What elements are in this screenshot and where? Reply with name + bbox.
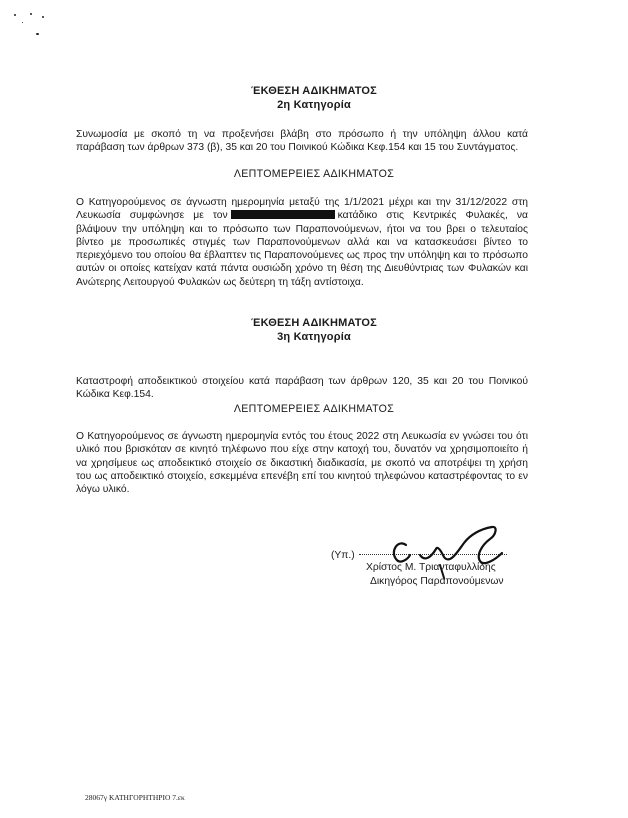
details-heading: ΛΕΠΤΟΜΕΡΕΙΕΣ ΑΔΙΚΗΜΑΤΟΣ	[233, 403, 395, 415]
scan-speck	[22, 22, 23, 23]
offence-statement: Καταστροφή αποδεικτικού στοιχείου κατά παράβαση των άρθρων 120, 35 και 20 του Ποινικού Κώδικα Κεφ.154.	[76, 376, 528, 401]
scan-speck	[30, 13, 32, 15]
signatory-name: Χρίστος Μ. Τριανταφυλλίδης	[366, 562, 496, 573]
signature-scribble-icon	[380, 515, 530, 585]
offence-statement: Συνωμοσία με σκοπό τη να προξενήσει βλάβη στο πρόσωπο ή την υπόληψη άλλου κατά παράβαση των άρθρων 373 (β), 35 και 20 του Ποινικού Κώδικα Κεφ.154 και 15 του Συντάγματος.	[76, 129, 528, 154]
offence-details: Ο Κατηγορούμενος σε άγνωστη ημερομηνία εντός του έτους 2022 στη Λευκωσία εν γνώσει του ότι υλικό που βρισκόταν σε κινητό τηλέφωνο που είχε στην κατοχή του, δυνατόν να χρησιμοποιείτο ή να χρησίμευε ως αποδεικτικό στοιχείο σε δικαστική διαδικασία, με σκοπό να αποτρέψει τη χρήση του ως αποδεικτικό στοιχείο, εσκεμμένα επενέβη επί του κινητού τηλεφώνου καταστρέφοντας το εν λόγω υλικό.	[76, 431, 528, 496]
offence-category: 3η Κατηγορία	[277, 331, 351, 343]
offence-heading: ΈΚΘΕΣΗ ΑΔΙΚΗΜΑΤΟΣ	[251, 85, 377, 97]
redaction-bar	[231, 210, 335, 219]
offence-details	[76, 196, 528, 289]
scan-speck	[36, 33, 39, 35]
scan-speck	[14, 14, 16, 16]
signatory-role: Δικηγόρος Παραπονούμενων	[370, 576, 504, 587]
offence-heading: ΈΚΘΕΣΗ ΑΔΙΚΗΜΑΤΟΣ	[251, 317, 377, 329]
details-part-1: Ο Κατηγορούμενος σε άγνωστη ημερομηνία μεταξύ της 1/1/2021 μέχρι και την 31/12/2022 στη Λευκωσία συμφώνησε με τον	[76, 197, 528, 222]
details-heading: ΛΕΠΤΟΜΕΡΕΙΕΣ ΑΔΙΚΗΜΑΤΟΣ	[233, 168, 395, 180]
document-footer: 28067γ ΚΑΤΗΓΟΡΗΤΗΡΙΟ 7.εκ	[85, 793, 185, 802]
scan-speck	[42, 16, 44, 18]
signature-prefix: (Υπ.)	[331, 550, 355, 561]
offence-category: 2η Κατηγορία	[277, 99, 351, 111]
details-part-2: κατάδικο στις Κεντρικές Φυλακές, να βλάψουν την υπόληψη και το πρόσωπο των Παραπονούμενων, ήτοι να του βρει ο τελευταίος βίντεο με προσωπικές στιγμές των Παραπονούμενων αλλά και να κατασκευάσει βίντεο το περιεχόμενο του οποίου θα έβλαπτεν τις Παραπονούμενες ως προς την υπόληψη και το πρόσωπο αυτών οι οποίες κατείχαν κατά πάντα ουσιώδη χρόνο τη θέση της Διευθύντριας των Φυλακών και Ανώτερης Λειτουργού Φυλακών ως δεύτερη τη τάξη αντίστοιχα.	[76, 210, 528, 288]
